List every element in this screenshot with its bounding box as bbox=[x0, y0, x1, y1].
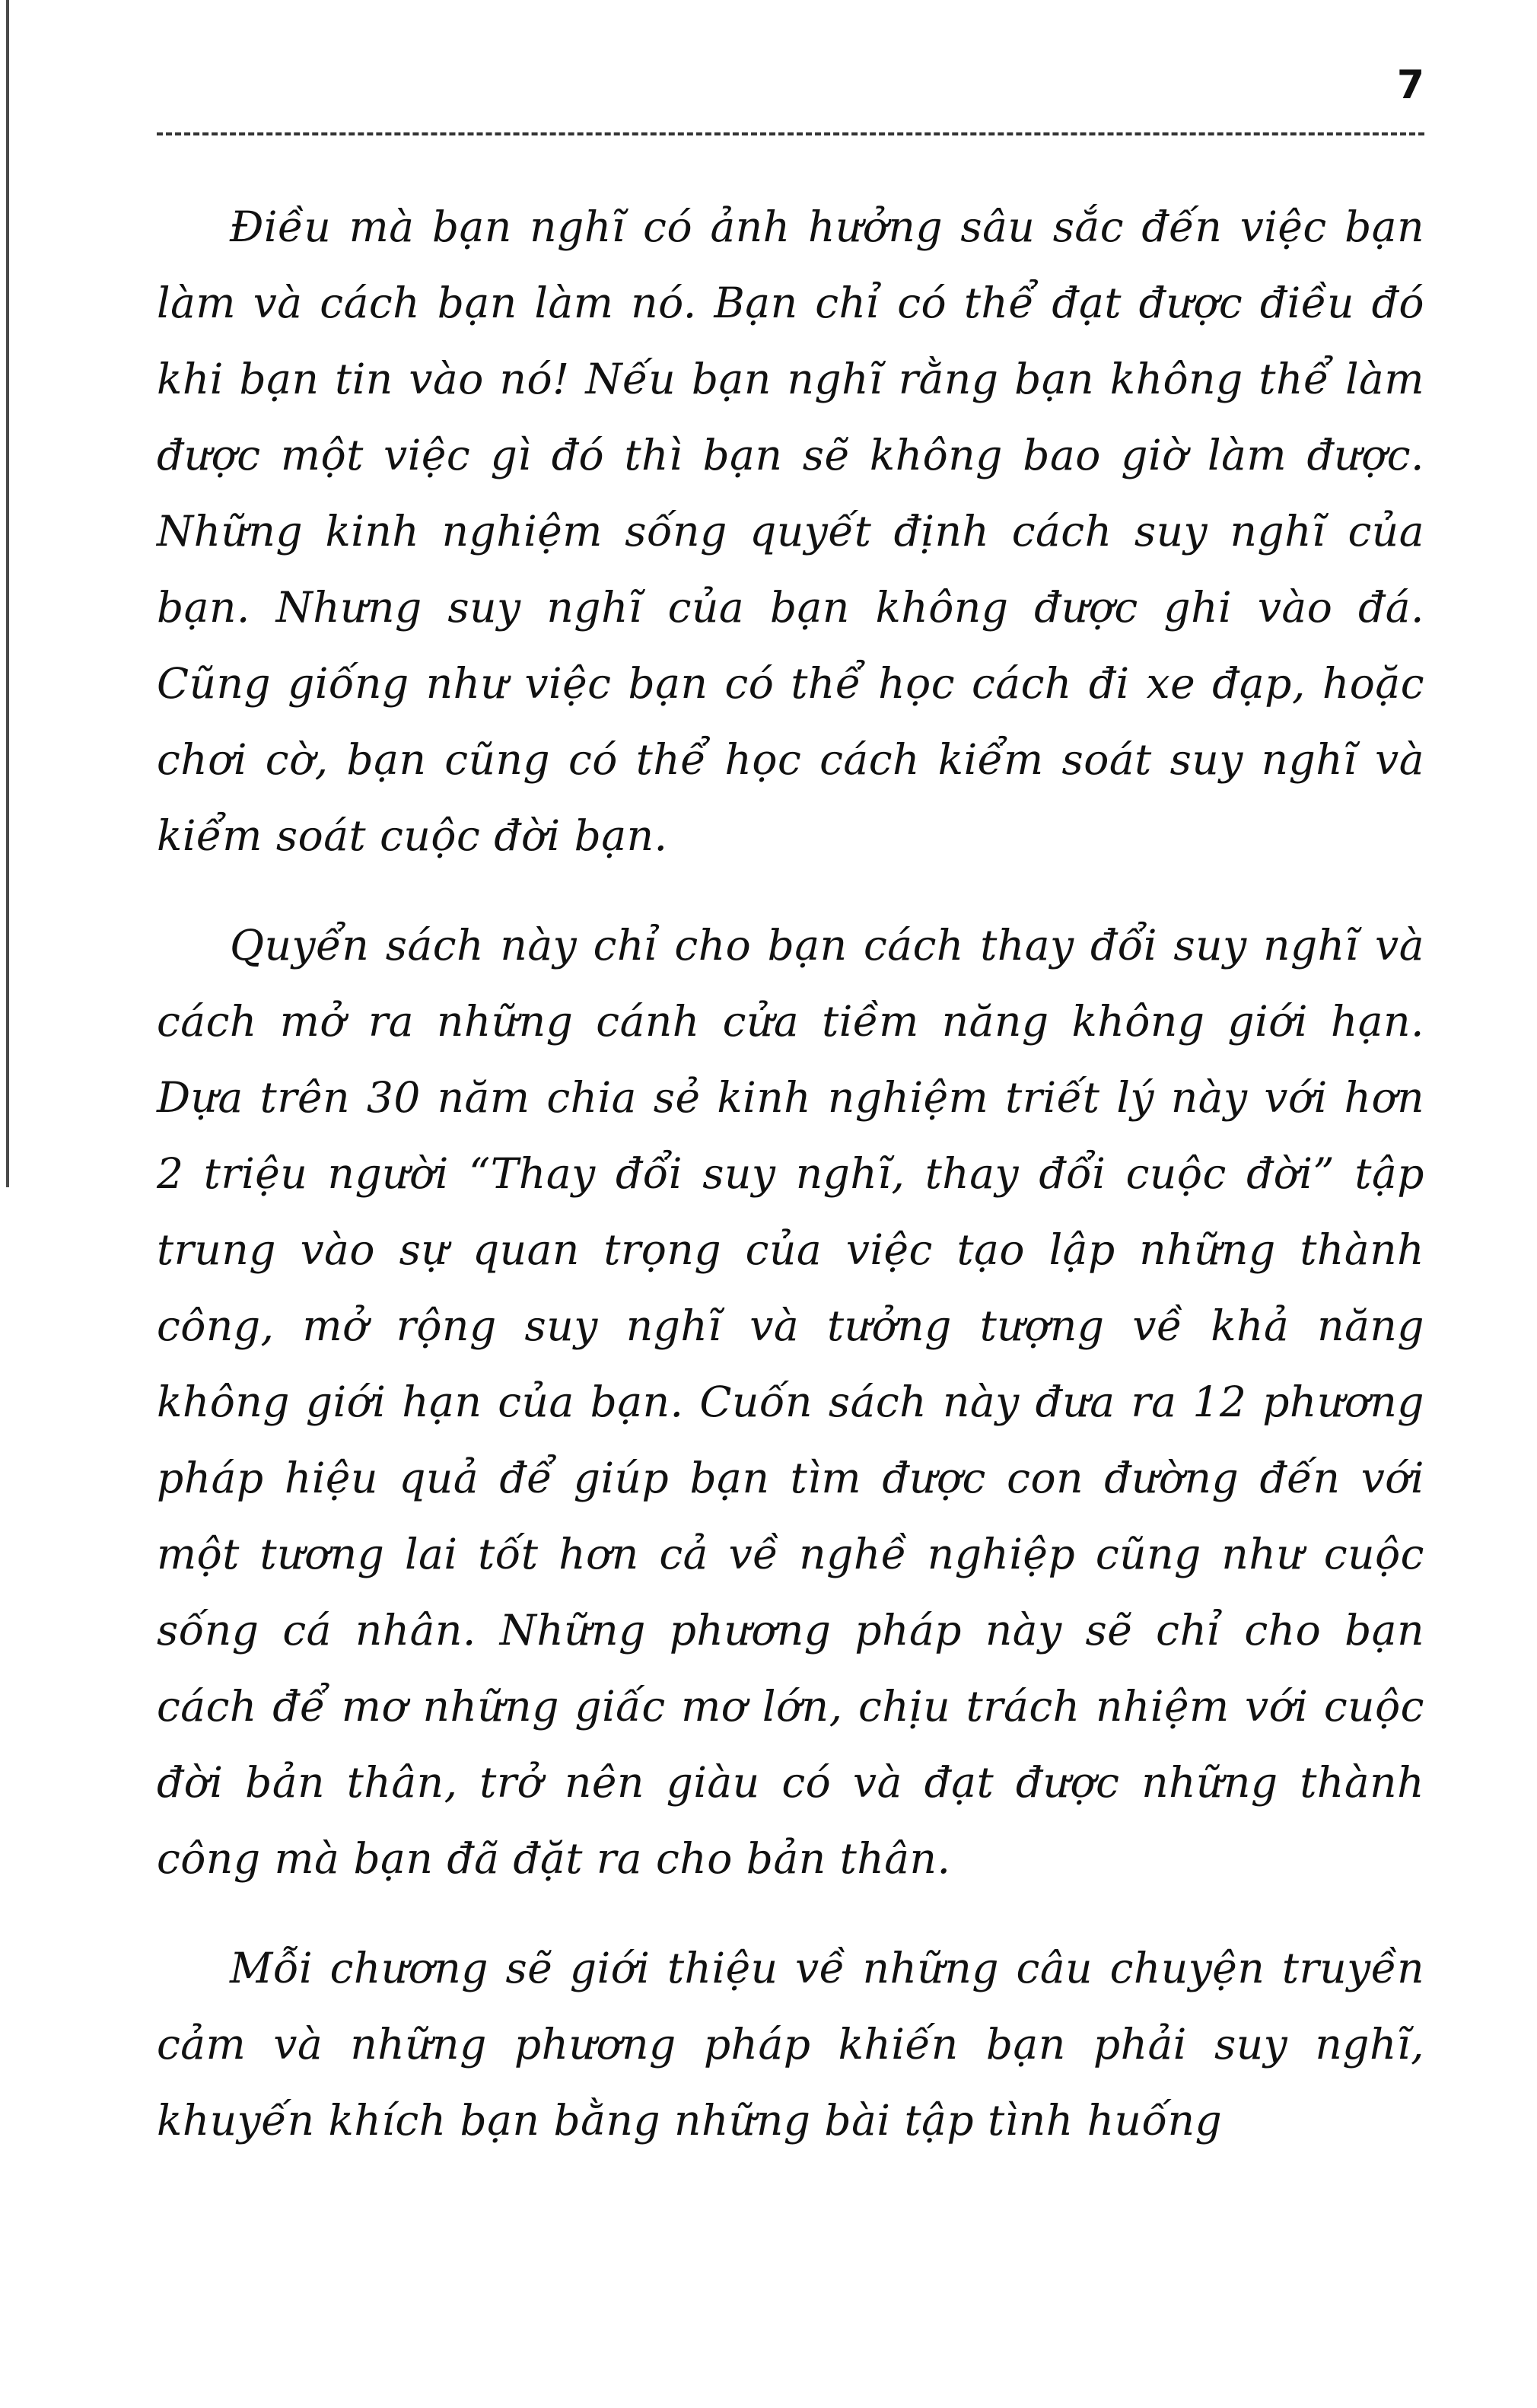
page-body bbox=[157, 189, 1424, 2158]
body-paragraph-1: Điều mà bạn nghĩ có ảnh hưởng sâu sắc đến việc bạn làm và cách bạn làm nó. Bạn chỉ có thể đạt được điều đó khi bạn tin vào nó! Nếu bạn nghĩ rằng bạn không thể làm được một việc gì đó thì bạn sẽ không bao giờ làm được. Những kinh nghiệm sống quyết định cách suy nghĩ của bạn. Nhưng suy nghĩ của bạn không được ghi vào đá. Cũng giống như việc bạn có thể học cách đi xe đạp, hoặc chơi cờ, bạn cũng có thể học cách kiểm soát suy nghĩ và kiểm soát cuộc đời bạn. bbox=[157, 202, 1424, 860]
header-dashed-rule bbox=[157, 132, 1424, 135]
body-paragraph-3: Mỗi chương sẽ giới thiệu về những câu chuyện truyền cảm và những phương pháp khiến bạn phải suy nghĩ, khuyến khích bạn bằng những bài tập tình huống bbox=[157, 1944, 1424, 2145]
body-paragraph-2: Quyển sách này chỉ cho bạn cách thay đổi suy nghĩ và cách mở ra những cánh cửa tiềm năng không giới hạn. Dựa trên 30 năm chia sẻ kinh nghiệm triết lý này với hơn 2 triệu người “Thay đổi suy nghĩ, thay đổi cuộc đời” tập trung vào sự quan trọng của việc tạo lập những thành công, mở rộng suy nghĩ và tưởng tượng về khả năng không giới hạn của bạn. Cuốn sách này đưa ra 12 phương pháp hiệu quả để giúp bạn tìm được con đường đến với một tương lai tốt hơn cả về nghề nghiệp cũng như cuộc sống cá nhân. Những phương pháp này sẽ chỉ cho bạn cách để mơ những giấc mơ lớn, chịu trách nhiệm với cuộc đời bản thân, trở nên giàu có và đạt được những thành công mà bạn đã đặt ra cho bản thân. bbox=[157, 921, 1424, 1883]
page-number: 7 bbox=[1396, 62, 1424, 108]
page-binding-edge bbox=[6, 0, 9, 1187]
